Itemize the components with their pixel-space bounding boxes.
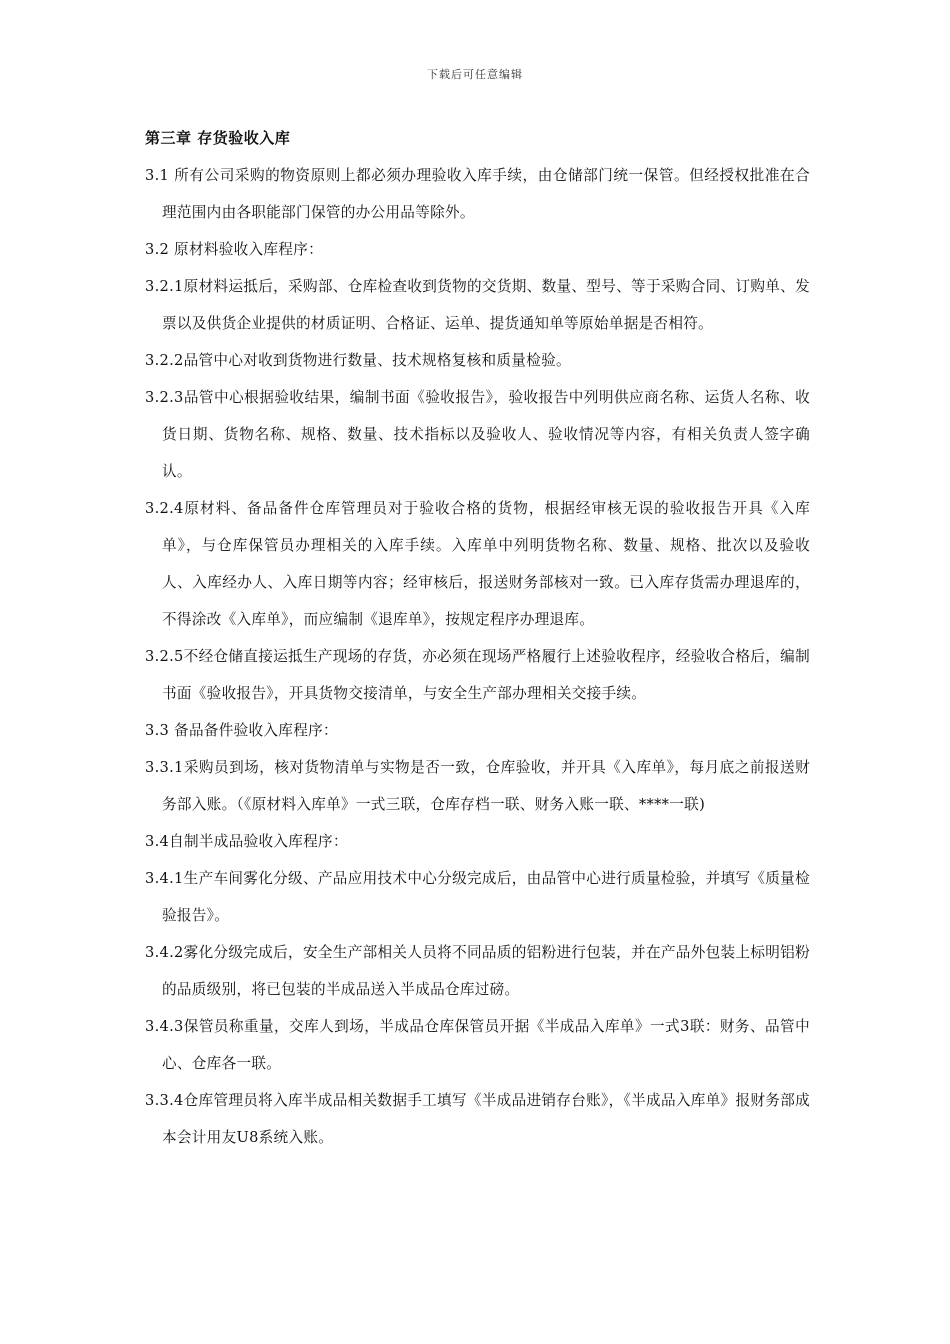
page-header: 下载后可任意编辑 xyxy=(427,68,523,81)
paragraph-3-2-3: 3.2.3品管中心根据验收结果，编制书面《验收报告》，验收报告中列明供应商名称、运货人名称、收货日期、货物名称、规格、数量、技术指标以及验收人、验收情况等内容，有相关负责人签字确认。 xyxy=(145,389,810,480)
heading-3-4: 3.4自制半成品验收入库程序： xyxy=(145,833,348,850)
paragraph-3-3-1: 3.3.1采购员到场，核对货物清单与实物是否一致，仓库验收，并开具《入库单》，每月底之前报送财务部入账。（《原材料入库单》一式三联，仓库存档一联、财务入账一联、****一联) xyxy=(145,759,810,813)
paragraph-3-4-1: 3.4.1生产车间雾化分级、产品应用技术中心分级完成后，由品管中心进行质量检验，并填写《质量检验报告》。 xyxy=(145,870,810,924)
paragraph-3-3-4: 3.3.4仓库管理员将入库半成品相关数据手工填写《半成品进销存台账》，《半成品入库单》报财务部成本会计用友U8系统入账。 xyxy=(145,1092,810,1146)
paragraph-3-2-1: 3.2.1原材料运抵后，采购部、仓库检查收到货物的交货期、数量、型号、等于采购合同、订购单、发票以及供货企业提供的材质证明、合格证、运单、提货通知单等原始单据是否相符。 xyxy=(145,278,810,332)
paragraph-3-4-2: 3.4.2雾化分级完成后，安全生产部相关人员将不同品质的铝粉进行包装，并在产品外包装上标明铝粉的品质级别，将已包装的半成品送入半成品仓库过磅。 xyxy=(145,944,810,998)
paragraph-3-2-2: 3.2.2品管中心对收到货物进行数量、技术规格复核和质量检验。 xyxy=(145,352,571,369)
heading-3-3: 3.3 备品备件验收入库程序： xyxy=(145,722,338,739)
paragraph-3-4-3: 3.4.3保管员称重量，交库人到场，半成品仓库保管员开据《半成品入库单》一式3联：财务、品管中心、仓库各一联。 xyxy=(145,1018,810,1072)
heading-3-2: 3.2 原材料验收入库程序： xyxy=(145,241,323,258)
paragraph-3-1: 3.1 所有公司采购的物资原则上都必须办理验收入库手续，由仓储部门统一保管。但经授权批准在合理范围内由各职能部门保管的办公用品等除外。 xyxy=(145,167,810,221)
paragraph-3-2-4: 3.2.4原材料、备品备件仓库管理员对于验收合格的货物，根据经审核无误的验收报告开具《入库单》，与仓库保管员办理相关的入库手续。入库单中列明货物名称、数量、规格、批次以及验收人、入库经办人、入库日期等内容；经审核后，报送财务部核对一致。已入库存货需办理退库的，不得涂改《入库单》，而应编制《退库单》，按规定程序办理退库。 xyxy=(145,500,810,628)
document-body xyxy=(145,157,810,1156)
chapter-title: 第三章 存货验收入库 xyxy=(145,129,291,147)
paragraph-3-2-5: 3.2.5不经仓储直接运抵生产现场的存货，亦必须在现场严格履行上述验收程序，经验收合格后，编制书面《验收报告》，开具货物交接清单，与安全生产部办理相关交接手续。 xyxy=(145,648,810,702)
